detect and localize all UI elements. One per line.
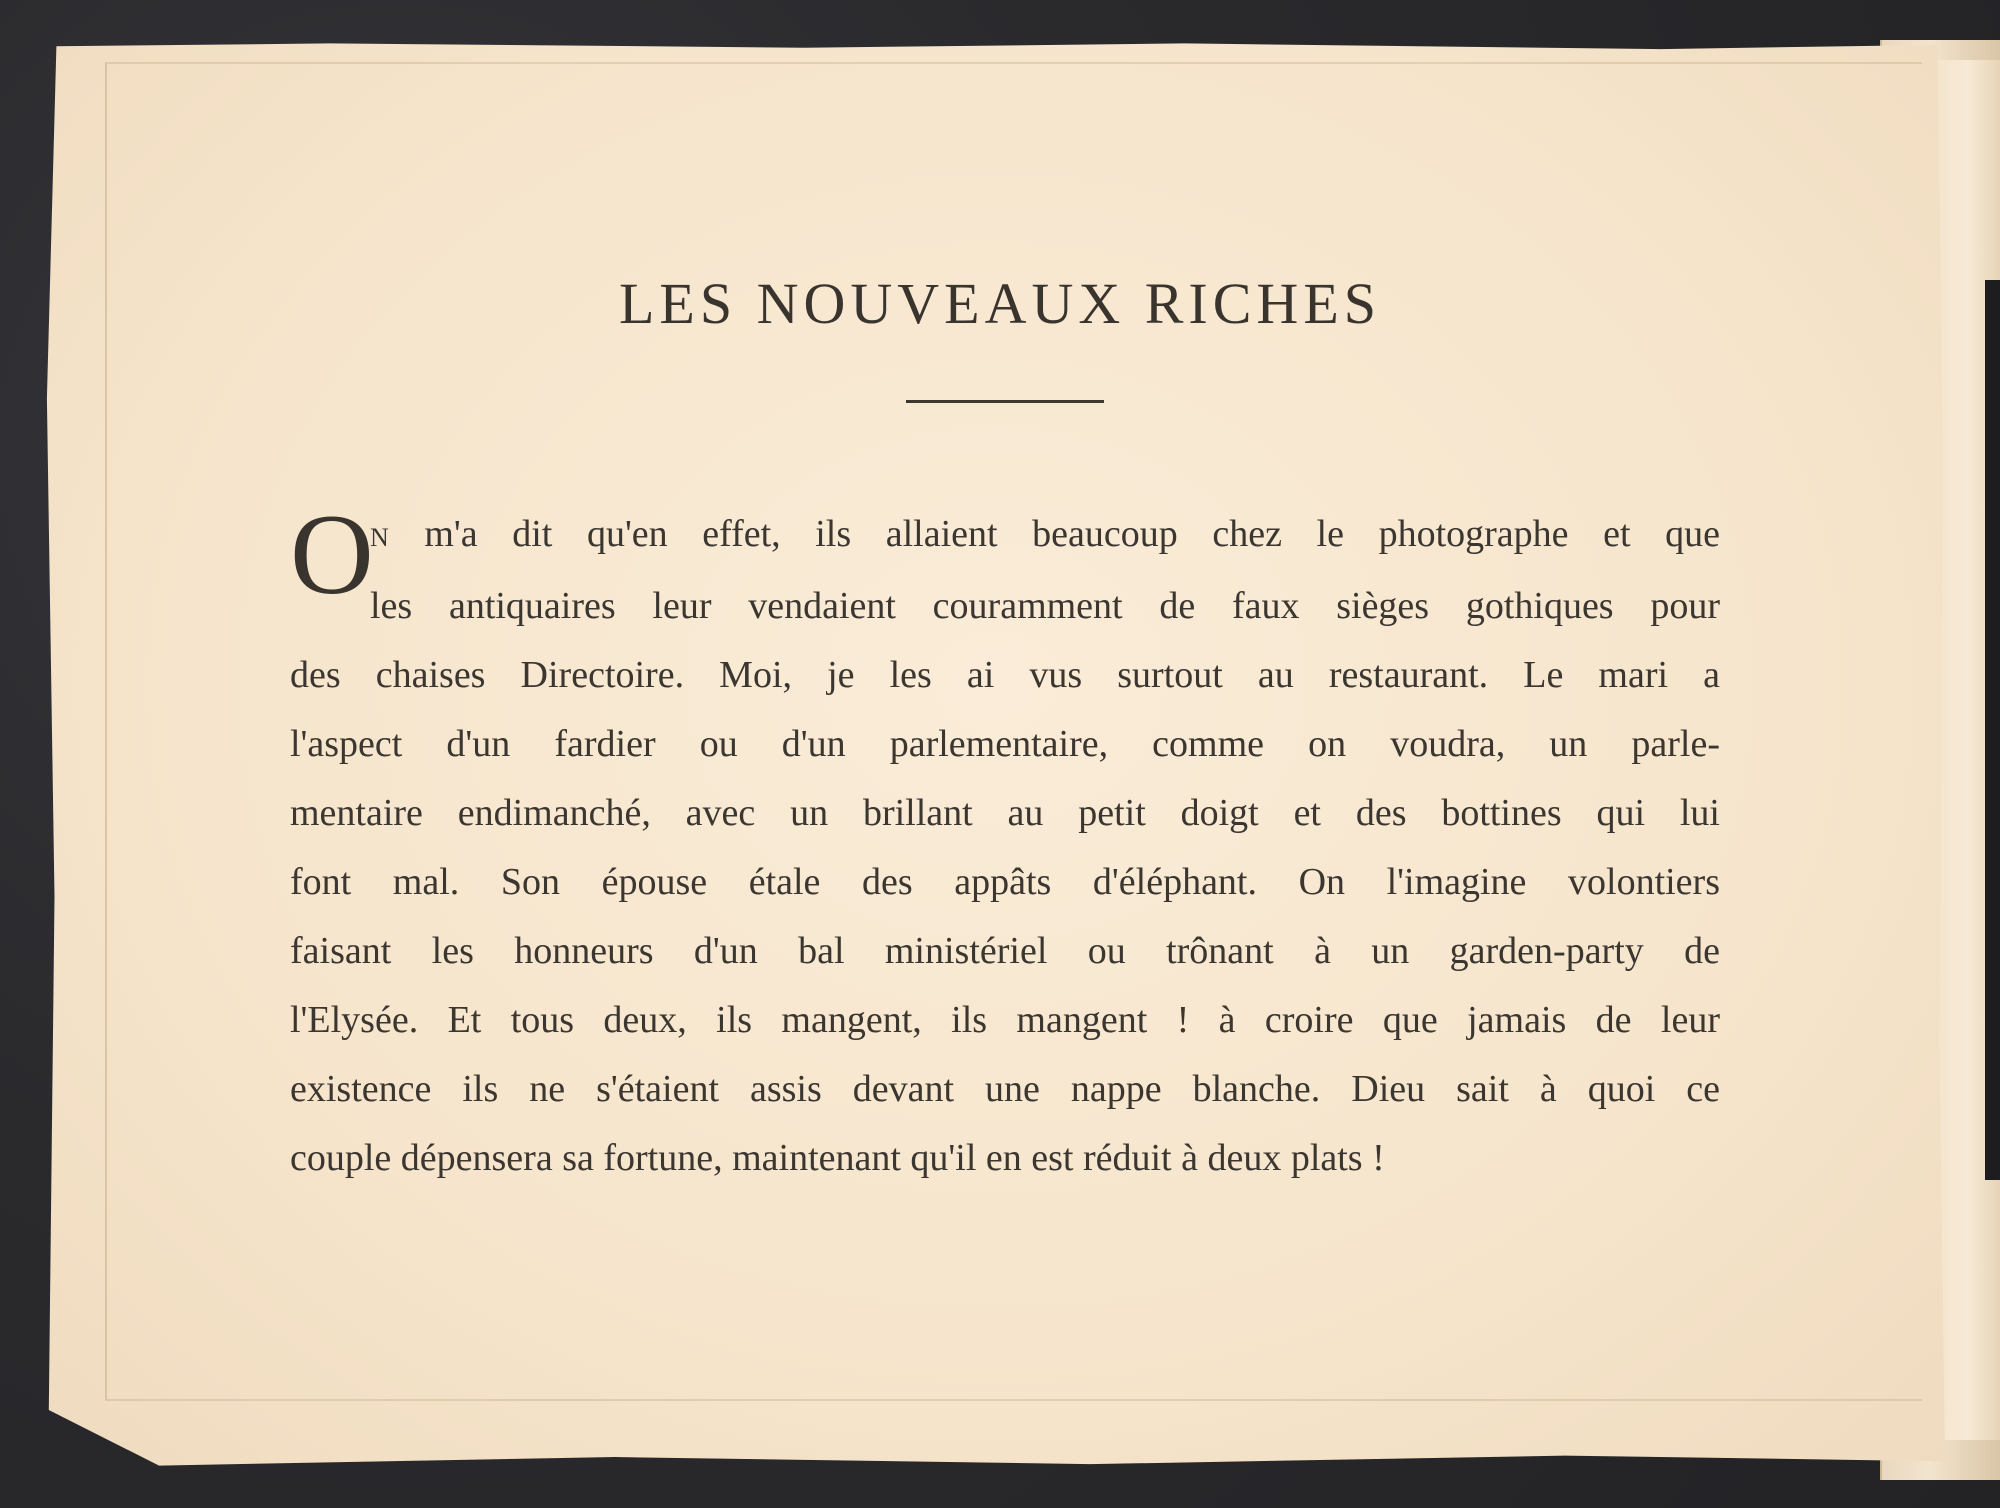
text-line-6: font mal. Son épouse étale des appâts d'éléphant. On l'imagine volontiers xyxy=(290,861,1720,903)
text-line-9: existence ils ne s'étaient assis devant une nappe blanche. Dieu sait à quoi ce xyxy=(290,1068,1720,1110)
drop-cap: O xyxy=(290,491,374,619)
text-line-10: couple dépensera sa fortune, maintenant qu'il en est réduit à deux plats ! xyxy=(290,1137,1385,1179)
spine-shadow xyxy=(1985,280,2000,1180)
text-line-7: faisant les honneurs d'un bal ministériel ou trônant à un garden-party de xyxy=(290,930,1720,972)
text-line-1 xyxy=(370,500,1720,572)
text-line-5: mentaire endimanché, avec un brillant au petit doigt et des bottines qui lui xyxy=(290,792,1720,834)
text-line-4: l'aspect d'un fardier ou d'un parlementaire, comme on voudra, un parle- xyxy=(290,723,1720,765)
first-word-smallcap: N xyxy=(370,523,390,552)
text-line-3: des chaises Directoire. Moi, je les ai vus surtout au restaurant. Le mari a xyxy=(290,654,1720,696)
text-line-8: l'Elysée. Et tous deux, ils mangent, ils mangent ! à croire que jamais de leur xyxy=(290,999,1720,1041)
body-paragraph xyxy=(290,491,1720,1193)
text-line-2: les antiquaires leur vendaient couramment de faux sièges gothiques pour xyxy=(370,585,1720,627)
text-line-1-content: m'a dit qu'en effet, ils allaient beaucoup chez le photographe et que xyxy=(389,513,1720,555)
title-rule xyxy=(906,400,1104,403)
page-title: LES NOUVEAUX RICHES xyxy=(619,271,1381,336)
